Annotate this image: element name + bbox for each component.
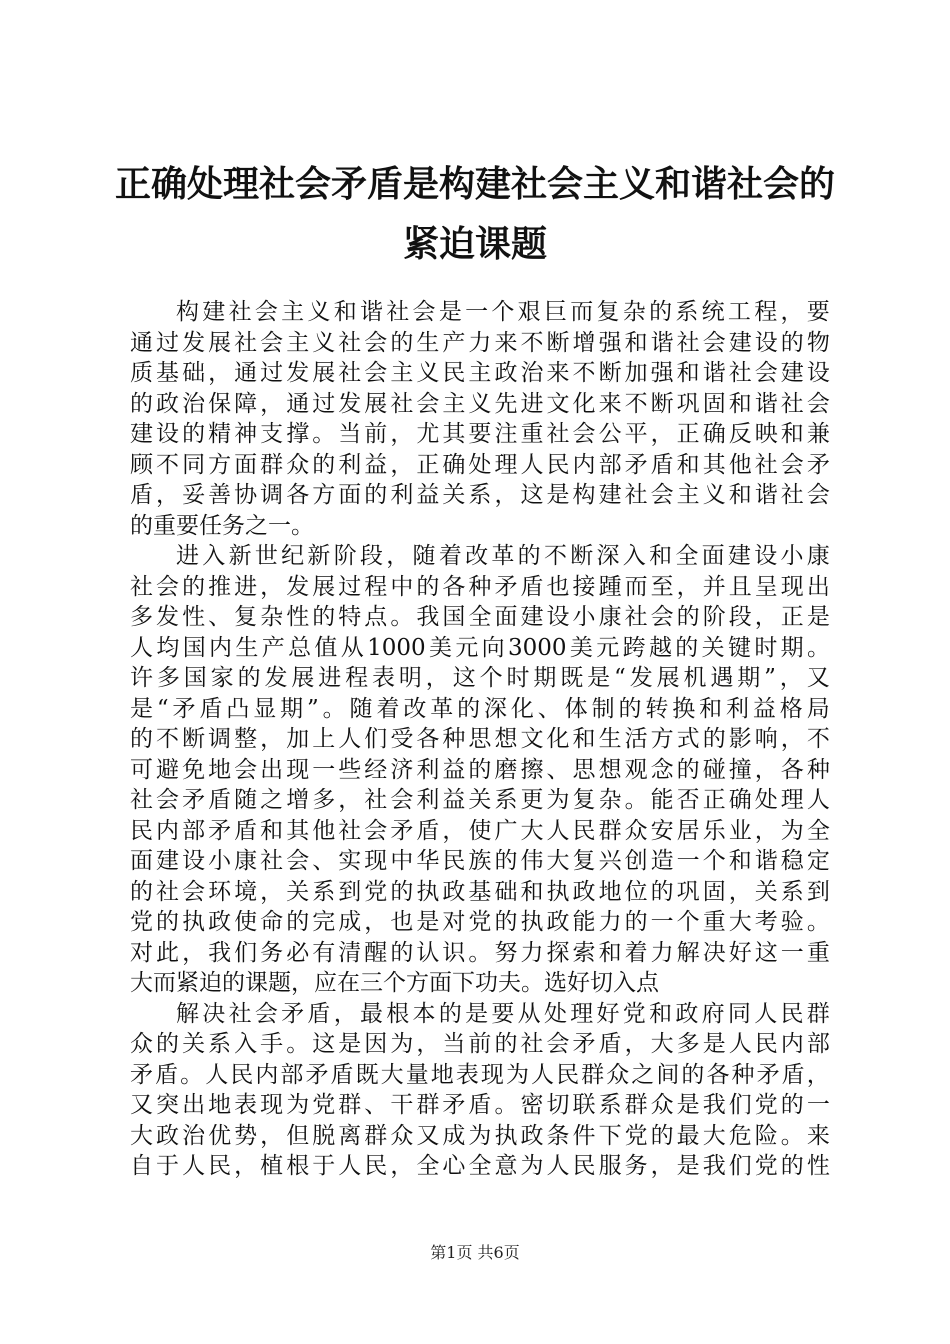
page-footer: 第1页 共6页 — [430, 1243, 520, 1262]
body-line: 可 避 免 地 会 出 现 一 些 经 济 利 益 的 磨 擦 、 思 想 观 念 的 碰 撞 ， 各 种 — [130, 756, 830, 783]
body-line: 党 的 执 政 使 命 的 完 成 ， 也 是 对 党 的 执 政 能 力 的 一 个 重 大 考 验 。 — [130, 909, 830, 935]
body-line: 通 过 发 展 社 会 主 义 社 会 的 生 产 力 来 不 断 增 强 和 谐 社 会 建 设 的 物 — [130, 329, 830, 356]
body-line: 大 政 治 优 势 ， 但 脱 离 群 众 又 成 为 执 政 条 件 下 党 的 最 大 危 险 。 来 — [130, 1122, 830, 1149]
document-title-line-2: 紧迫课题 — [402, 223, 547, 265]
body-line: 多 发 性 、 复 杂 性 的 特 点 。 我 国 全 面 建 设 小 康 社 会 的 阶 段 ， 正 是 — [130, 604, 830, 630]
body-line: 众 的 关 系 入 手 。 这 是 因 为 ， 当 前 的 社 会 矛 盾 ， 大 多 是 人 民 内 部 — [130, 1031, 830, 1057]
body-line: 人 均 国 内 生 产 总 值 从 1000 美 元 向 3000 美 元 跨 越 的 关 键 时 期 。 — [130, 634, 830, 661]
body-line: 质 基 础 ， 通 过 发 展 社 会 主 义 民 主 政 治 来 不 断 加 强 和 谐 社 会 建 设 — [130, 360, 830, 386]
document-body — [130, 297, 830, 1182]
body-line: 大 而 紧 迫 的 课 题 ， 应 在 三 个 方 面 下 功 夫 。 选 好 切 入 点 — [130, 970, 659, 996]
body-line: 构 建 社 会 主 义 和 谐 社 会 是 一 个 艰 巨 而 复 杂 的 系 统 工 程 ， 要 — [176, 299, 830, 325]
body-line: 矛 盾 。 人 民 内 部 矛 盾 既 大 量 地 表 现 为 人 民 群 众 之 间 的 各 种 矛 盾 ， — [130, 1061, 830, 1088]
body-line: 自 于 人 民 ， 植 根 于 人 民 ， 全 心 全 意 为 人 民 服 务 ， 是 我 们 党 的 性 — [130, 1153, 830, 1179]
document-title-line-1: 正确处理社会矛盾是构建社会主义和谐社会的 — [114, 163, 835, 205]
body-line: 进 入 新 世 纪 新 阶 段 ， 随 着 改 革 的 不 断 深 入 和 全 面 建 设 小 康 — [176, 543, 830, 569]
body-line: 是 “ 矛 盾 凸 显 期 ” 。 随 着 改 革 的 深 化 、 体 制 的 转 换 和 利 益 格 局 — [130, 695, 830, 722]
body-line: 的 社 会 环 境 ， 关 系 到 党 的 执 政 基 础 和 执 政 地 位 的 巩 固 ， 关 系 到 — [130, 878, 830, 905]
body-line: 许 多 国 家 的 发 展 进 程 表 明 ， 这 个 时 期 既 是 “ 发 展 机 遇 期 ” ， 又 — [130, 665, 830, 691]
body-line: 民 内 部 矛 盾 和 其 他 社 会 矛 盾 ， 使 广 大 人 民 群 众 安 居 乐 业 ， 为 全 — [130, 817, 830, 844]
body-line: 的 重 要 任 务 之 一 。 — [130, 512, 314, 539]
body-line: 建 设 的 精 神 支 撑 。 当 前 ， 尤 其 要 注 重 社 会 公 平 ， 正 确 反 映 和 兼 — [130, 421, 830, 447]
body-line: 社 会 矛 盾 随 之 增 多 ， 社 会 利 益 关 系 更 为 复 杂 。 能 否 正 确 处 理 人 — [130, 787, 830, 813]
body-line: 的 政 治 保 障 ， 通 过 发 展 社 会 主 义 先 进 文 化 来 不 断 巩 固 和 谐 社 会 — [130, 390, 830, 417]
body-line: 社 会 的 推 进 ， 发 展 过 程 中 的 各 种 矛 盾 也 接 踵 而 至 ， 并 且 呈 现 出 — [130, 573, 830, 600]
body-line: 对 此 ， 我 们 务 必 有 清 醒 的 认 识 。 努 力 探 索 和 着 力 解 决 好 这 一 重 — [130, 939, 830, 966]
body-line: 顾 不 同 方 面 群 众 的 利 益 ， 正 确 处 理 人 民 内 部 矛 盾 和 其 他 社 会 矛 — [130, 451, 830, 478]
body-line: 解 决 社 会 矛 盾 ， 最 根 本 的 是 要 从 处 理 好 党 和 政 府 同 人 民 群 — [176, 1000, 830, 1027]
body-line: 的 不 断 调 整 ， 加 上 人 们 受 各 种 思 想 文 化 和 生 活 方 式 的 影 响 ， 不 — [130, 726, 830, 752]
body-line: 面 建 设 小 康 社 会 、 实 现 中 华 民 族 的 伟 大 复 兴 创 造 一 个 和 谐 稳 定 — [130, 848, 830, 874]
body-line: 盾 ， 妥 善 协 调 各 方 面 的 利 益 关 系 ， 这 是 构 建 社 会 主 义 和 谐 社 会 — [130, 482, 830, 508]
body-line: 又 突 出 地 表 现 为 党 群 、 干 群 矛 盾 。 密 切 联 系 群 众 是 我 们 党 的 一 — [130, 1092, 830, 1118]
